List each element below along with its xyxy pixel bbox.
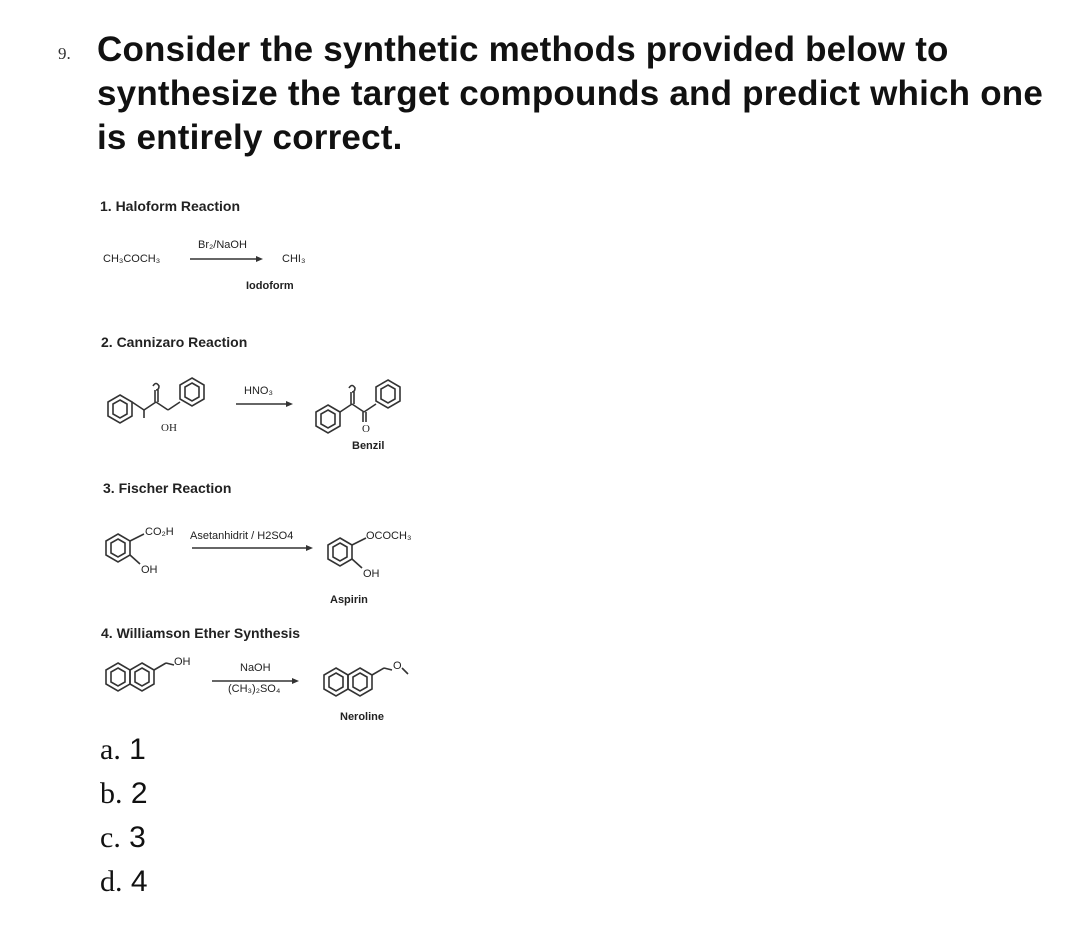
reaction-3-reagent: Asetanhidrit / H2SO4 (190, 530, 294, 542)
reaction-2-product-name: Benzil (352, 440, 385, 452)
option-a[interactable] (100, 733, 146, 767)
option-letter: a. (100, 733, 121, 766)
reaction-3-reactant-group: CO₂H (145, 526, 174, 538)
reaction-4-product-group: O (393, 660, 402, 672)
reaction-1-product: CHI₃ (282, 253, 306, 265)
option-value: 3 (129, 821, 146, 854)
reaction-1-heading: 1. Haloform Reaction (100, 198, 241, 214)
option-value: 1 (129, 733, 146, 766)
reaction-4-reagent-top: NaOH (240, 662, 271, 674)
reaction-3-arrow (192, 543, 320, 553)
reaction-3-reactant-oh: OH (141, 564, 158, 576)
option-value: 2 (130, 777, 148, 810)
question-number: 9. (58, 44, 71, 63)
option-letter: d. (100, 865, 123, 898)
reaction-1-arrow (190, 254, 270, 264)
reaction-3-product-oh: OH (363, 568, 380, 580)
option-letter: c. (100, 821, 121, 854)
reaction-1-product-name: Iodoform (246, 280, 294, 292)
option-value: 4 (130, 865, 148, 898)
reaction-2-product-label: O (362, 423, 370, 435)
reaction-2-reactant-label: OH (161, 422, 177, 434)
reaction-4-product-name: Neroline (340, 711, 385, 723)
naphthol-structure (100, 655, 185, 700)
reaction-1-reactant: CH₃COCH₃ (103, 253, 161, 265)
reaction-4-reactant-group: OH (174, 656, 191, 668)
reaction-2-reagent: HNO₃ (244, 385, 273, 397)
reaction-2-heading: 2. Cannizaro Reaction (101, 334, 248, 350)
question-title: Consider the synthetic methods provided below to synthesize the target compounds and predict which one is entirely correct. (97, 30, 1044, 157)
reaction-3-heading: 3. Fischer Reaction (103, 480, 232, 496)
reaction-4-reagent-bottom: (CH₃)₂SO₄ (228, 683, 281, 695)
reaction-1-reagent: Br₂/NaOH (198, 239, 247, 251)
option-d[interactable] (100, 865, 148, 899)
benzoin-structure (100, 372, 220, 432)
reaction-3-product-group: OCOCH₃ (366, 530, 412, 542)
reaction-2-arrow (236, 399, 298, 409)
option-b[interactable] (100, 777, 148, 811)
reaction-4-heading: 4. Williamson Ether Synthesis (101, 625, 301, 641)
reaction-3-product-name: Aspirin (330, 594, 368, 606)
option-letter: b. (100, 777, 123, 810)
option-c[interactable] (100, 821, 146, 855)
